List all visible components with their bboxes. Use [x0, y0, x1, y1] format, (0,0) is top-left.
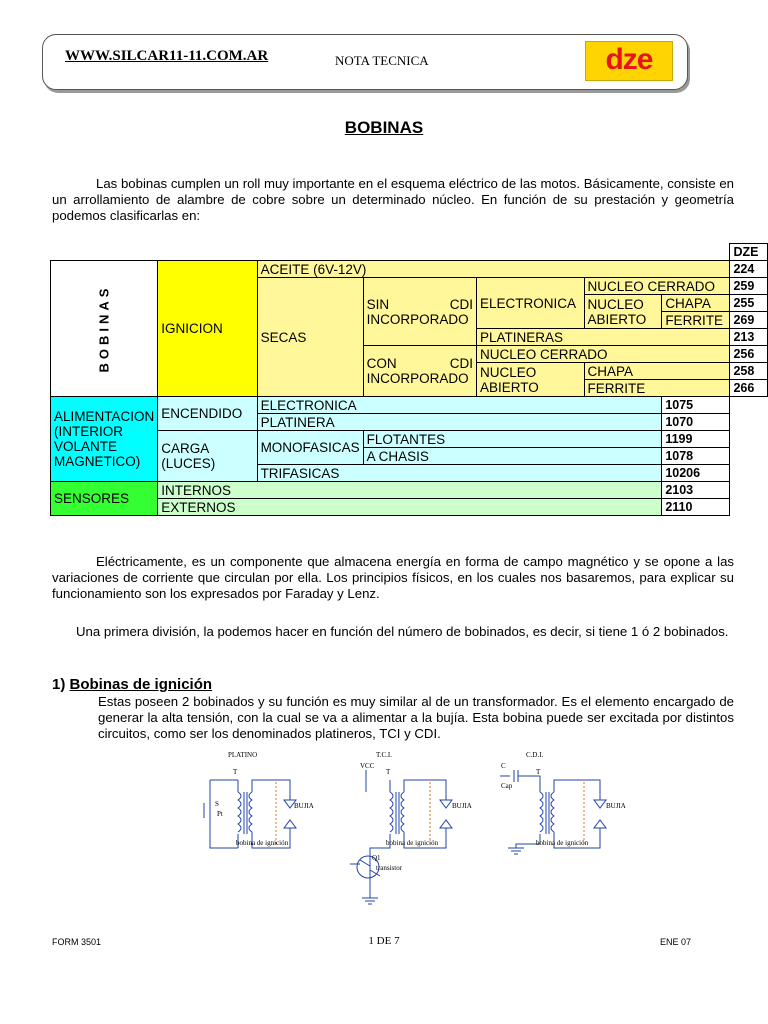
form-number: FORM 3501: [52, 937, 102, 947]
page-title: BOBINAS: [344, 118, 424, 137]
internos-cell: INTERNOS: [158, 482, 662, 499]
platino-bujia-label: BUJIA: [294, 802, 314, 810]
platino-label: PLATINO: [228, 751, 258, 759]
code-10206: 10206: [662, 465, 730, 482]
header-box: [42, 34, 688, 90]
q1-label: Q1: [372, 854, 381, 862]
ferrite-cell: FERRITE: [662, 312, 730, 329]
code-213: 213: [730, 329, 768, 346]
code-1070: 1070: [662, 414, 730, 431]
intro-text: Las bobinas cumplen un roll muy importante en el esquema eléctrico de las motos. Básicamente, consiste en un arrollamiento de alambre de cobre sobre un determinado núcleo. En función de su prestación y geometría podemos clasificarlas en:: [52, 176, 734, 223]
circuit-diagrams: [190, 748, 650, 918]
paragraph-3: [52, 624, 734, 640]
platinera-cell: PLATINERA: [257, 414, 662, 431]
code-266: 266: [730, 380, 768, 397]
chapa-cdi-cell: CHAPA: [584, 363, 730, 380]
site-link[interactable]: WWW.SILCAR11-11.COM.AR: [65, 48, 269, 64]
cdi-bujia-label: BUJIA: [606, 802, 626, 810]
nucleo-cerrado-cell: NUCLEO CERRADO: [584, 278, 730, 295]
page-number: 1 DE 7: [368, 935, 400, 947]
tci-t-label: T: [386, 768, 391, 776]
carga-cell: CARGA (LUCES): [158, 431, 257, 482]
code-259: 259: [730, 278, 768, 295]
alimentacion-cell: ALIMENTACION (INTERIOR VOLANTE MAGNETICO): [51, 397, 158, 482]
nucleo-abierto-cdi-cell: NUCLEO ABIERTO: [477, 363, 584, 397]
section-heading: 1) Bobinas de ignición: [52, 676, 213, 693]
paragraph-4: [98, 694, 734, 742]
code-2110: 2110: [662, 499, 730, 516]
sensores-cell: SENSORES: [51, 482, 158, 516]
platino-t-label: T: [233, 768, 238, 776]
code-256: 256: [730, 346, 768, 363]
paragraph-2: [52, 554, 734, 602]
bobinas-side-label: BOBINAS: [51, 261, 158, 397]
chapa-cell: CHAPA: [662, 295, 730, 312]
platino-bobina-label: bobina de ignición: [236, 839, 289, 847]
tci-circuit: [350, 770, 452, 904]
dze-logo: [585, 41, 673, 81]
code-258: 258: [730, 363, 768, 380]
nota-tecnica-label: NOTA TECNICA: [335, 53, 429, 68]
a-chasis-cell: A CHASIS: [363, 448, 662, 465]
vcc-label: VCC: [360, 762, 375, 770]
con-cdi-cell: CON CDI INCORPORADO: [363, 346, 476, 397]
ferrite-cdi-cell: FERRITE: [584, 380, 730, 397]
paragraph-4-text: Estas poseen 2 bobinados y su función es muy similar al de un transformador. Es el elemento encargado de generar la alta tensión, con la cual se va a alimentar a la bujía. Esta bobina puede ser excitada por distintos circuitos, como ser los denominados platineros, TCI y CDI.: [98, 694, 734, 741]
ignicion-cell: IGNICION: [158, 261, 257, 397]
monofasicas-cell: MONOFASICAS: [257, 431, 363, 465]
tci-bujia-label: BUJIA: [452, 802, 472, 810]
encendido-cell: ENCENDIDO: [158, 397, 257, 431]
sin-cdi-cell: SIN CDI INCORPORADO: [363, 278, 476, 346]
platino-pt-label: Pt: [217, 810, 223, 818]
dze-header: DZE: [730, 244, 768, 261]
platineras-cell: PLATINERAS: [477, 329, 730, 346]
cdi-bobina-label: bobina de ignición: [536, 839, 589, 847]
intro-paragraph: [52, 176, 734, 224]
aceite-cell: ACEITE (6V-12V): [257, 261, 730, 278]
cdi-label: C.D.I.: [526, 751, 544, 759]
nucleo-cerrado-cdi-cell: NUCLEO CERRADO: [477, 346, 730, 363]
trifasicas-cell: TRIFASICAS: [257, 465, 662, 482]
secas-cell: SECAS: [257, 278, 363, 397]
classification-table: [50, 243, 768, 516]
transistor-label: transistor: [376, 864, 403, 872]
code-1075: 1075: [662, 397, 730, 414]
logo-text: dze: [605, 43, 653, 76]
c-label: C: [501, 762, 506, 770]
flotantes-cell: FLOTANTES: [363, 431, 662, 448]
code-255: 255: [730, 295, 768, 312]
electronica-cell: ELECTRONICA: [477, 278, 584, 329]
cap-label: Cap: [501, 782, 513, 790]
footer-date: ENE 07: [660, 937, 692, 947]
nucleo-abierto-cell: NUCLEO ABIERTO: [584, 295, 662, 329]
paragraph-2-text: Eléctricamente, es un componente que almacena energía en forma de campo magnético y se opone a las variaciones de corriente que circulan por ella. Los principios físicos, en los cuales nos basaremos, para explicar su funcionamiento son los expresados por Faraday y Lenz.: [52, 554, 734, 601]
code-1199: 1199: [662, 431, 730, 448]
electronica-encendido-cell: ELECTRONICA: [257, 397, 662, 414]
paragraph-3-text: Una primera división, la podemos hacer en función del número de bobinados, es decir, si tiene 1 ó 2 bobinados.: [76, 624, 729, 639]
code-269: 269: [730, 312, 768, 329]
code-224: 224: [730, 261, 768, 278]
code-1078: 1078: [662, 448, 730, 465]
cdi-t-label: T: [536, 768, 541, 776]
code-2103: 2103: [662, 482, 730, 499]
tci-label: T.C.I.: [376, 751, 393, 759]
externos-cell: EXTERNOS: [158, 499, 662, 516]
tci-bobina-label: bobina de ignición: [386, 839, 439, 847]
platino-s-label: S: [215, 800, 219, 808]
